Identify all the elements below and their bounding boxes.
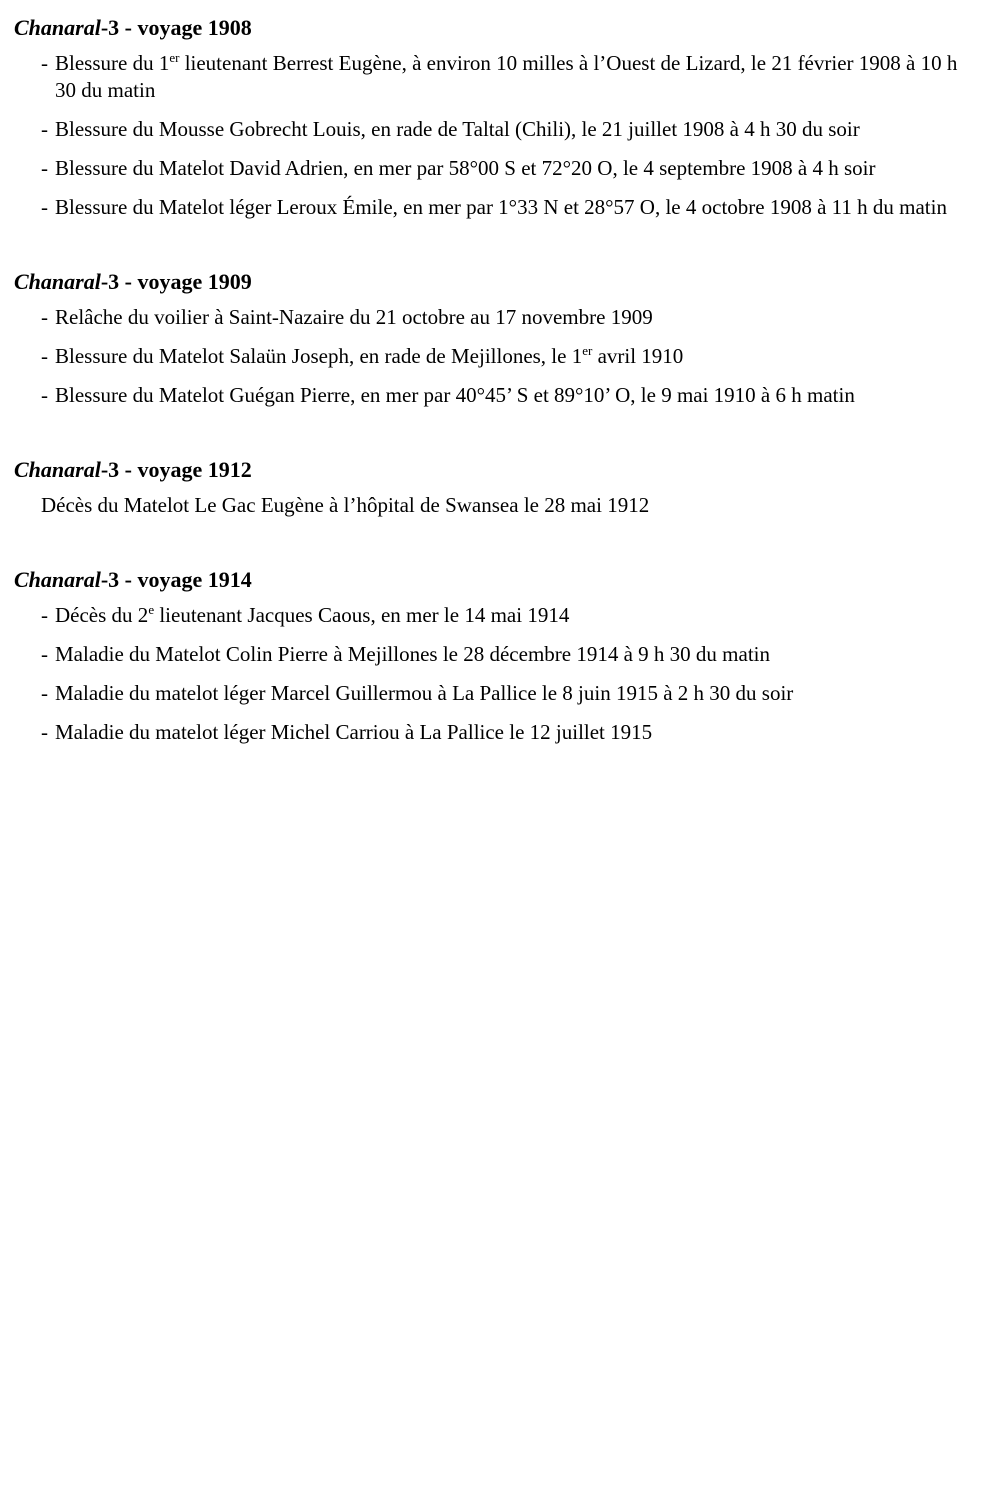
voyage-label: -3 - voyage 1912 bbox=[100, 457, 252, 482]
ordinal-suffix: e bbox=[148, 602, 155, 617]
ship-name: Chanaral bbox=[14, 457, 101, 482]
item-text: Blessure du Mousse Gobrecht Louis, en rade de Taltal (Chili), le 21 juillet 1908 à 4 h 30 du soir bbox=[55, 117, 860, 141]
ordinal-suffix: er bbox=[169, 50, 180, 65]
dash-marker: - bbox=[41, 195, 48, 219]
voyage-label: -3 - voyage 1909 bbox=[100, 269, 252, 294]
section-voyage-1909 bbox=[14, 268, 960, 409]
list-item bbox=[14, 641, 960, 668]
item-text: Maladie du matelot léger Michel Carriou à La Pallice le 12 juillet 1915 bbox=[55, 720, 653, 744]
dash-marker: - bbox=[41, 117, 48, 141]
dash-marker: - bbox=[41, 603, 48, 627]
dash-marker: - bbox=[41, 720, 48, 744]
list-item bbox=[14, 116, 960, 143]
section-voyage-1908 bbox=[14, 14, 960, 221]
item-text-cont: lieutenant Jacques Caous, en mer le 14 mai 1914 bbox=[154, 603, 570, 627]
item-text: Blessure du 1 bbox=[55, 51, 170, 75]
item-text: Blessure du Matelot Salaün Joseph, en rade de Mejillones, le 1 bbox=[55, 344, 583, 368]
list-item bbox=[14, 602, 960, 629]
section-voyage-1912 bbox=[14, 456, 960, 519]
dash-marker: - bbox=[41, 681, 48, 705]
item-text: Maladie du matelot léger Marcel Guillermou à La Pallice le 8 juin 1915 à 2 h 30 du soir bbox=[55, 681, 794, 705]
list-item bbox=[14, 343, 960, 370]
item-text-cont: avril 1910 bbox=[592, 344, 684, 368]
item-text: Blessure du Matelot léger Leroux Émile, en mer par 1°33 N et 28°57 O, le 4 octobre 1908 à 11 h du matin bbox=[55, 195, 947, 219]
section-title bbox=[14, 14, 960, 42]
ship-name: Chanaral bbox=[14, 269, 101, 294]
item-text: Décès du 2 bbox=[55, 603, 149, 627]
voyage-label: -3 - voyage 1914 bbox=[100, 567, 252, 592]
item-text: Blessure du Matelot Guégan Pierre, en mer par 40°45’ S et 89°10’ O, le 9 mai 1910 à 6 h matin bbox=[55, 383, 855, 407]
list-item bbox=[14, 304, 960, 331]
list-item bbox=[14, 680, 960, 707]
item-text-cont: lieutenant Berrest Eugène, à environ 10 milles à l’Ouest de Lizard, le 21 février 1908 à 10 h 30 du matin bbox=[55, 51, 958, 102]
item-text: Relâche du voilier à Saint-Nazaire du 21 octobre au 17 novembre 1909 bbox=[55, 305, 653, 329]
section-title bbox=[14, 456, 960, 484]
event-list bbox=[14, 50, 960, 221]
list-item bbox=[14, 155, 960, 182]
ship-name: Chanaral bbox=[14, 15, 101, 40]
dash-marker: - bbox=[41, 642, 48, 666]
item-text: Maladie du Matelot Colin Pierre à Mejillones le 28 décembre 1914 à 9 h 30 du matin bbox=[55, 642, 770, 666]
dash-marker: - bbox=[41, 305, 48, 329]
list-item bbox=[14, 194, 960, 221]
ordinal-suffix: er bbox=[582, 343, 593, 358]
list-item bbox=[14, 382, 960, 409]
event-list bbox=[14, 304, 960, 409]
event-text: Décès du Matelot Le Gac Eugène à l’hôpital de Swansea le 28 mai 1912 bbox=[41, 493, 650, 517]
dash-marker: - bbox=[41, 156, 48, 180]
dash-marker: - bbox=[41, 51, 48, 75]
list-item bbox=[14, 719, 960, 746]
dash-marker: - bbox=[41, 383, 48, 407]
voyage-label: -3 - voyage 1908 bbox=[100, 15, 252, 40]
event-list bbox=[14, 602, 960, 746]
list-item bbox=[14, 50, 960, 104]
dash-marker: - bbox=[41, 344, 48, 368]
section-voyage-1914 bbox=[14, 566, 960, 746]
section-title bbox=[14, 268, 960, 296]
ship-name: Chanaral bbox=[14, 567, 101, 592]
item-text: Blessure du Matelot David Adrien, en mer par 58°00 S et 72°20 O, le 4 septembre 1908 à 4 h soir bbox=[55, 156, 876, 180]
section-title bbox=[14, 566, 960, 594]
